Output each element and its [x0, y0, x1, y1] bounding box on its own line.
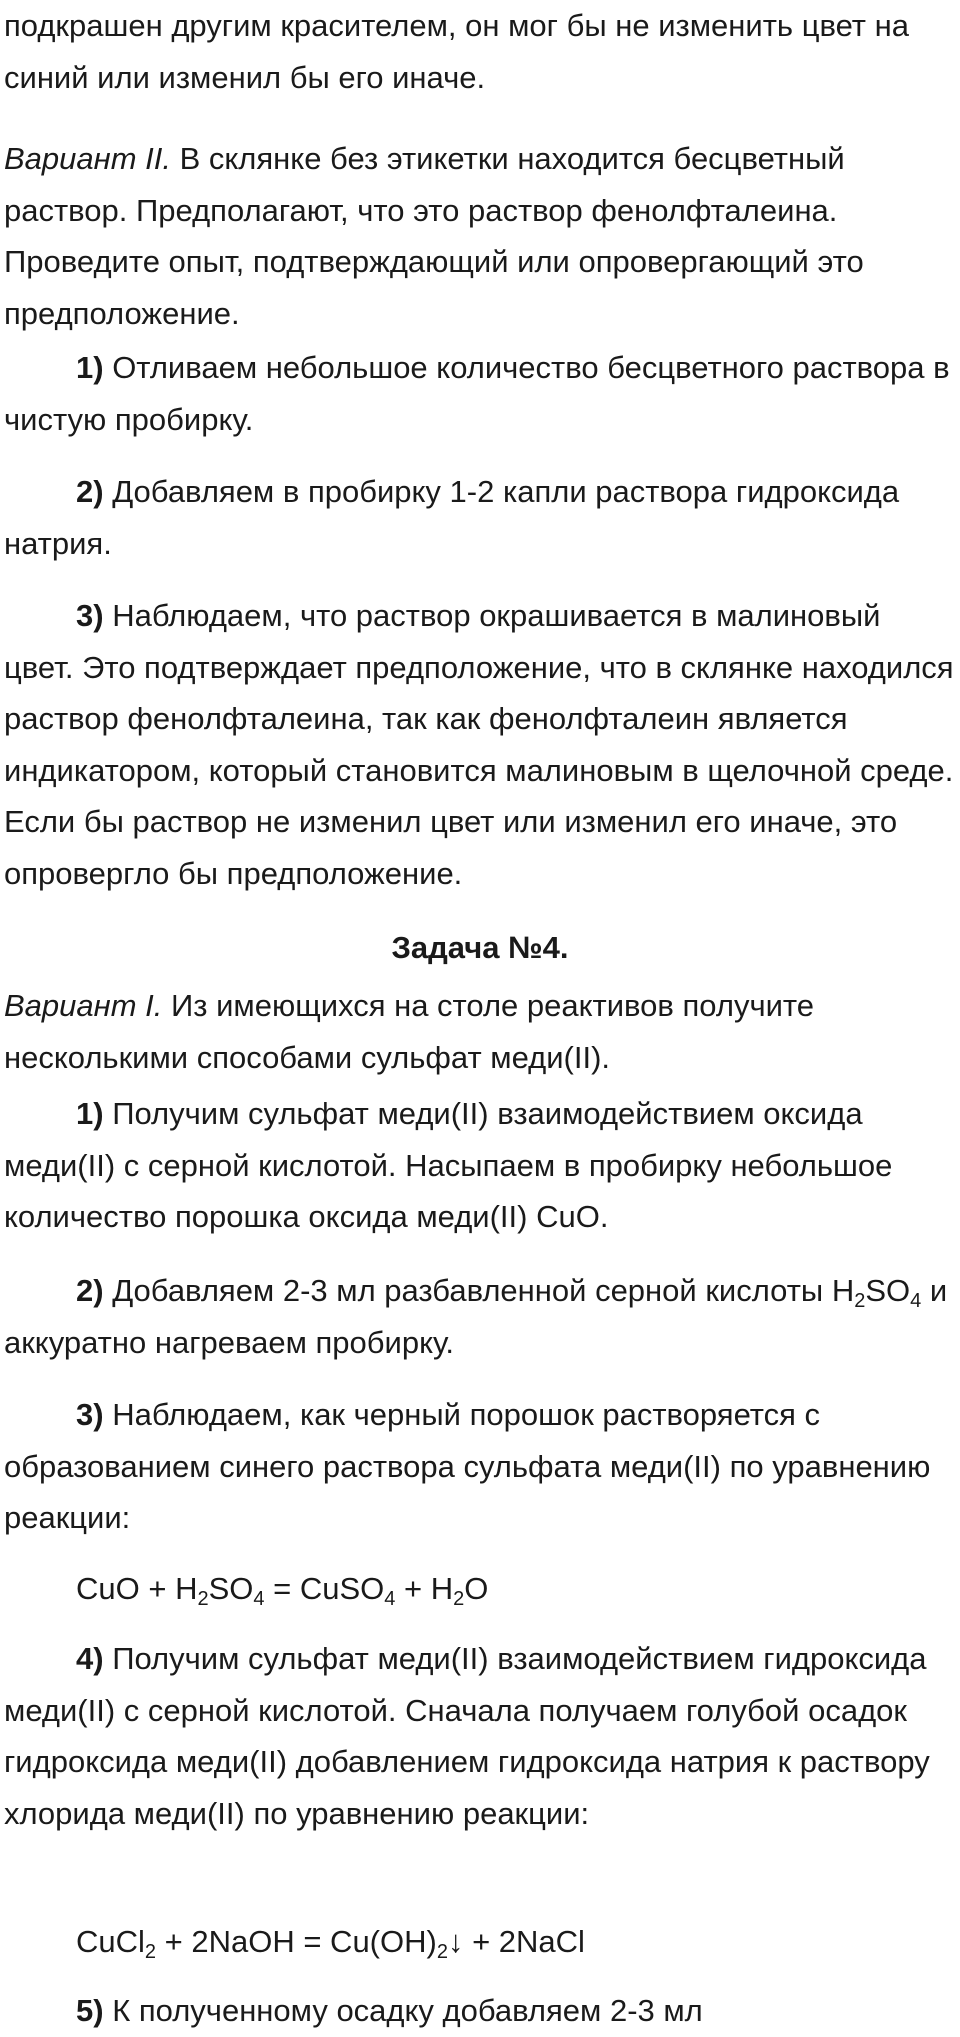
step-t4-5: 5) К полученному осадку добавляем 2-3 мл — [76, 1993, 703, 2028]
step-number: 1) — [76, 1096, 104, 1131]
paragraph-variant-1: Вариант I. Из имеющихся на столе реактивов получите несколькими способами сульфат меди(II). — [4, 988, 814, 1075]
step-number: 5) — [76, 1993, 104, 2028]
step-t4-1: 1) Получим сульфат меди(II) взаимодействием оксида меди(II) с серной кислотой. Насыпаем в пробирку небольшое количество порошка оксида меди(II) CuO. — [4, 1096, 893, 1234]
formula-h2so4: $H_2SO_4$ — [831, 1273, 922, 1312]
step-number: 3) — [76, 1397, 104, 1432]
step-v2-2: 2) Добавляем в пробирку 1-2 капли раствора гидроксида натрия. — [4, 474, 900, 561]
step-number: 4) — [76, 1641, 104, 1676]
step-number: 2) — [76, 1273, 104, 1308]
step-v2-1: 1) Отливаем небольшое количество бесцветного раствора в чистую пробирку. — [4, 350, 950, 437]
variant-label: Вариант II. — [4, 141, 171, 176]
equation-cucl2-naoh: CuCl$_2$ + 2NaOH = $Cu(OH)_2↓$ + 2NaCl — [76, 1924, 585, 1963]
step-number: 1) — [76, 350, 104, 385]
step-t4-2: 2) Добавляем 2-3 мл разбавленной серной кислоты $H_2SO_4$ и аккуратно нагреваем пробирку. — [4, 1273, 948, 1360]
step-number: 3) — [76, 598, 104, 633]
step-t4-4: 4) Получим сульфат меди(II) взаимодействием гидроксида меди(II) с серной кислотой. Сначала получаем голубой осадок гидроксида меди(II) добавлением гидроксида натрия к раствору хлорида меди(II) по уравнению реакции: — [4, 1641, 930, 1831]
task-4-heading: Задача №4. — [391, 930, 569, 965]
step-v2-3: 3) Наблюдаем, что раствор окрашивается в малиновый цвет. Это подтверждает предположение, что в склянке находился раствор фенолфталеина, так как фенолфталеин является индикатором, который становится малиновым в щелочной среде. Если бы раствор не изменил цвет или изменил его иначе, это опровергло бы предположение. — [4, 598, 954, 891]
step-t4-3: 3) Наблюдаем, как черный порошок растворяется с образованием синего раствора сульфата меди(II) по уравнению реакции: — [4, 1397, 931, 1535]
equation-cuo-h2so4: CuO + $H_2SO_4$ = CuSO$_4$ + $H_2O$ — [76, 1571, 489, 1610]
paragraph-variant-2: Вариант II. В склянке без этикетки находится бесцветный раствор. Предполагают, что это раствор фенолфталеина. Проведите опыт, подтверждающий или опровергающий это предположение. — [4, 141, 864, 331]
step-number: 2) — [76, 474, 104, 509]
variant-label: Вариант I. — [4, 988, 163, 1023]
paragraph-intro-tail: подкрашен другим красителем, он мог бы не изменить цвет на синий или изменил бы его иначе. — [4, 8, 909, 95]
